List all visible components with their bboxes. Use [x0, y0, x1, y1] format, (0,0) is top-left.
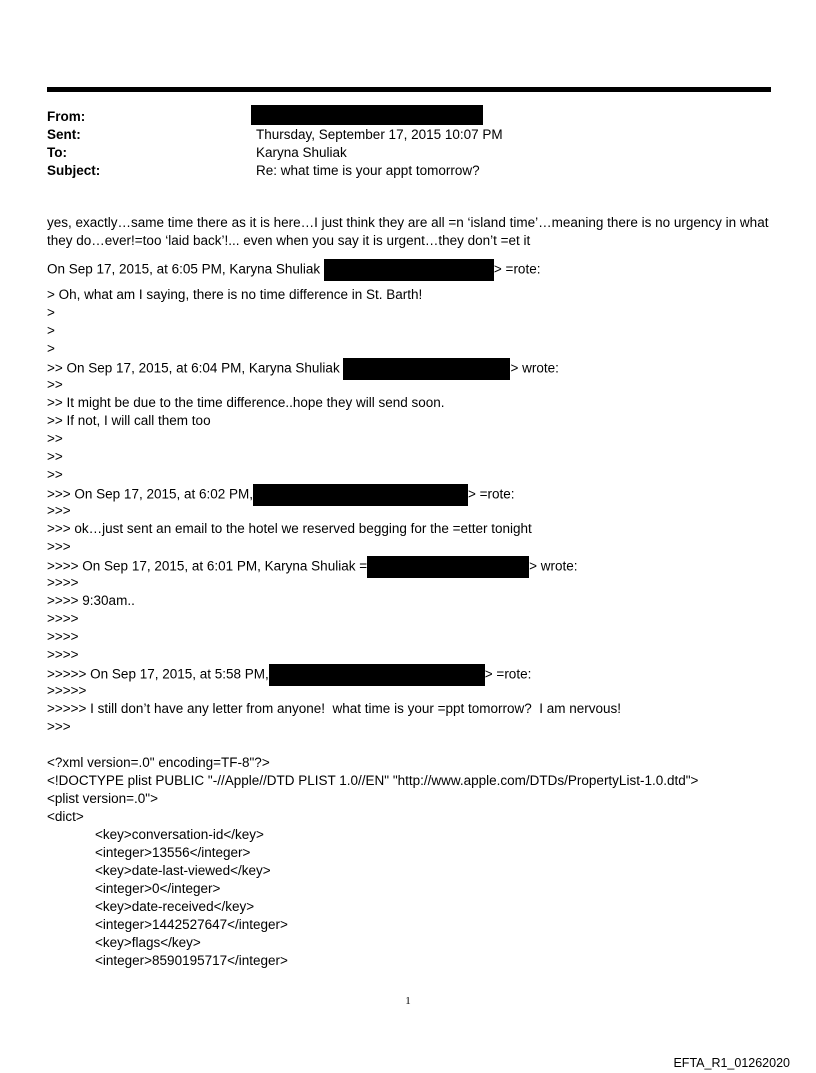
quote-header: >>>> On Sep 17, 2015, at 6:01 PM, Karyna Shuliak = > wrote:: [47, 556, 777, 574]
subject-value: Re: what time is your appt tomorrow?: [256, 163, 480, 178]
xml-line: <integer>1442527647</integer>: [95, 917, 288, 932]
redaction-box: [253, 484, 468, 506]
to-row: [47, 144, 771, 162]
quoted-line: >: [47, 341, 55, 356]
subject-row: [47, 162, 771, 180]
quoted-line: > Oh, what am I saying, there is no time difference in St. Barth!: [47, 287, 423, 302]
email-header: [47, 108, 771, 180]
to-label: To:: [47, 145, 67, 160]
quoted-line: >>: [47, 467, 63, 482]
quoted-line: >>>>: [47, 611, 79, 626]
quoted-line: >>: [47, 449, 63, 464]
quoted-line: >>>>>: [47, 683, 87, 698]
header-rule: [47, 87, 771, 92]
from-label: From:: [47, 109, 86, 124]
quoted-line: >> If not, I will call them too: [47, 413, 211, 428]
xml-line: <key>conversation-id</key>: [95, 827, 264, 842]
xml-line: <key>flags</key>: [95, 935, 201, 950]
quote-header: >>> On Sep 17, 2015, at 6:02 PM, > =rote:: [47, 484, 777, 502]
quote-header: >> On Sep 17, 2015, at 6:04 PM, Karyna Shuliak > wrote:: [47, 358, 777, 376]
redaction-box: [324, 259, 494, 281]
quoted-line: >>> ok…just sent an email to the hotel we reserved begging for the =etter tonight: [47, 521, 532, 536]
redaction-box: [269, 664, 485, 686]
redaction-box: [343, 358, 510, 380]
page-number: 1: [405, 995, 411, 1007]
document-id: EFTA_R1_01262020: [673, 1056, 790, 1070]
sent-label: Sent:: [47, 127, 81, 142]
quote-header: >>>>> On Sep 17, 2015, at 5:58 PM, > =rote:: [47, 664, 777, 682]
redaction-box: [367, 556, 529, 578]
quoted-line: >>>: [47, 719, 71, 734]
xml-line: <integer>13556</integer>: [95, 845, 251, 860]
xml-line: <plist version=.0">: [47, 791, 158, 806]
quoted-line: >>>: [47, 539, 71, 554]
quoted-line: >>>>: [47, 647, 79, 662]
quoted-line: >: [47, 305, 55, 320]
quoted-line: >>>> 9:30am..: [47, 593, 135, 608]
subject-label: Subject:: [47, 163, 101, 178]
quoted-line: >>: [47, 377, 63, 392]
from-value: [256, 108, 483, 126]
xml-line: <?xml version=.0" encoding=TF-8"?>: [47, 755, 270, 770]
sent-value: Thursday, September 17, 2015 10:07 PM: [256, 127, 503, 142]
quoted-line: >> It might be due to the time difference..hope they will send soon.: [47, 395, 445, 410]
email-body: [47, 214, 777, 970]
xml-line: <integer>8590195717</integer>: [95, 953, 288, 968]
sent-row: [47, 126, 771, 144]
to-value: Karyna Shuliak: [256, 145, 347, 160]
reply-paragraph: yes, exactly…same time there as it is here…I just think they are all =n ‘island time’…meaning there is no urgency in what they do…ever!=too ‘laid back’!... even when you say it is urgent…they don’t =et it: [47, 215, 769, 248]
xml-line: <integer>0</integer>: [95, 881, 221, 896]
quoted-line: >>>: [47, 503, 71, 518]
quote-header: On Sep 17, 2015, at 6:05 PM, Karyna Shuliak > =rote:: [47, 259, 777, 277]
redaction-box: [251, 105, 483, 125]
quoted-line: >>>>: [47, 629, 79, 644]
quoted-line: >>: [47, 431, 63, 446]
xml-line: <key>date-last-viewed</key>: [95, 863, 271, 878]
from-row: [47, 108, 771, 126]
quoted-line: >>>>> I still don’t have any letter from anyone! what time is your =ppt tomorrow? I am nervous!: [47, 701, 622, 716]
quoted-line: >>>>: [47, 575, 79, 590]
xml-line: <dict>: [47, 809, 84, 824]
xml-line: <!DOCTYPE plist PUBLIC "-//Apple//DTD PLIST 1.0//EN" "http://www.apple.com/DTDs/PropertyList-1.0.dtd">: [47, 773, 699, 788]
quoted-line: >: [47, 323, 55, 338]
xml-line: <key>date-received</key>: [95, 899, 255, 914]
